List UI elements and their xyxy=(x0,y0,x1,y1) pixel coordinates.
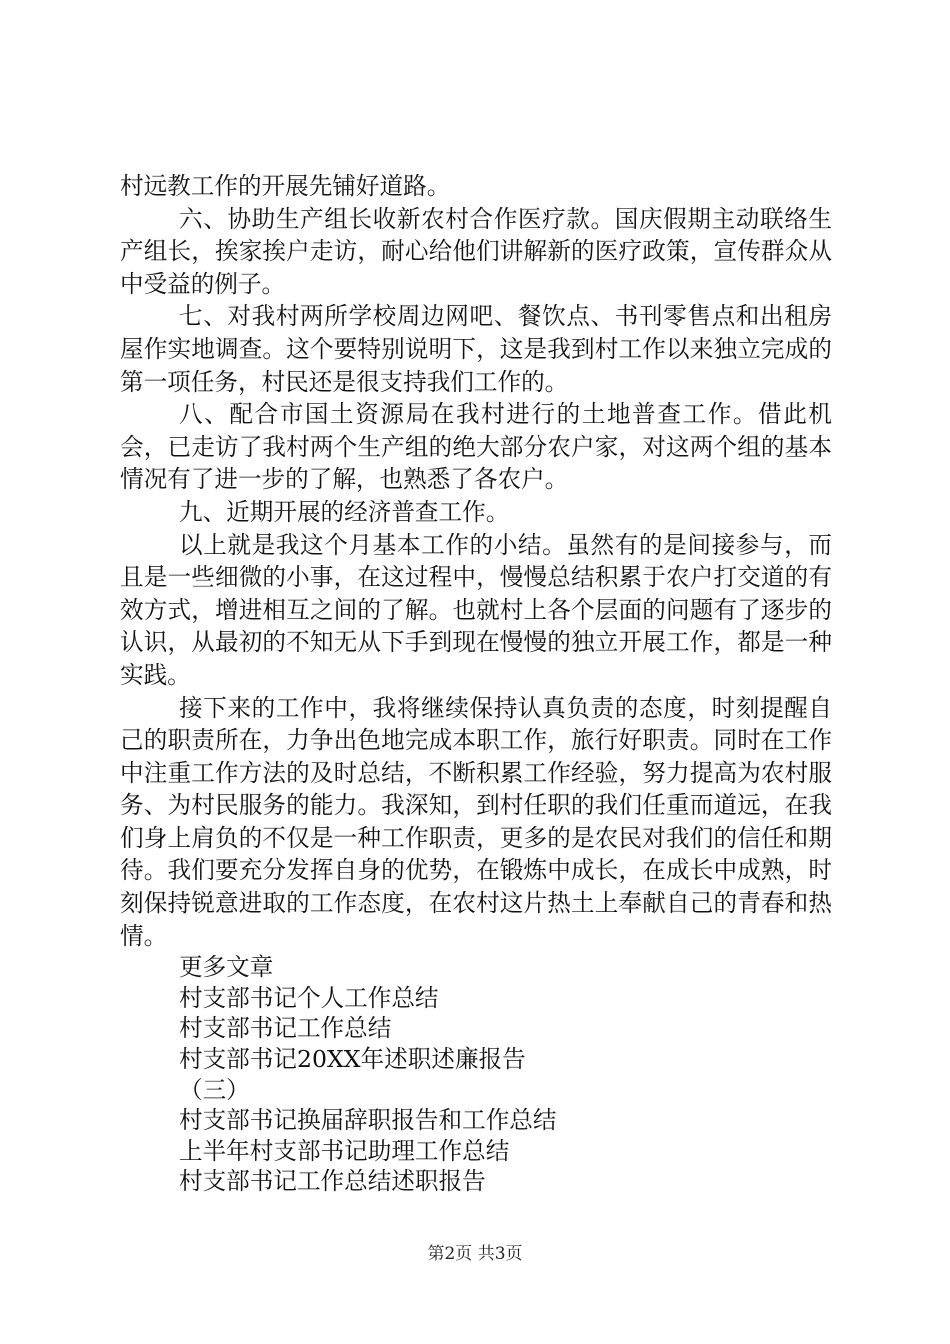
more-article-link[interactable]: （三） xyxy=(179,1075,250,1104)
paragraph-3: 八、配合市国土资源局在我村进行的土地普查工作。借此机会，已走访了我村两个生产组的绝大部分农户家，对这两个组的基本情况有了进一步的了解，也熟悉了各农户。 xyxy=(120,400,832,494)
paragraph-5: 以上就是我这个月基本工作的小结。虽然有的是间接参与，而且是一些细微的小事，在这过程中，慢慢总结积累于农户打交道的有效方式，增进相互之间的了解。也就村上各个层面的问题有了逐步的认识，从最初的不知无从下手到现在慢慢的独立开展工作，都是一种实践。 xyxy=(120,530,832,689)
more-article-link[interactable]: 村支部书记工作总结述职报告 xyxy=(179,1167,486,1196)
more-article-link[interactable]: 上半年村支部书记助理工作总结 xyxy=(179,1136,510,1165)
paragraph-1: 六、协助生产组长收新农村合作医疗款。国庆假期主动联络生产组长，挨家挨户走访，耐心给他们讲解新的医疗政策，宣传群众从中受益的例子。 xyxy=(120,204,832,298)
page-number-label: 第2页 共3页 xyxy=(427,1244,523,1264)
more-article-link[interactable]: 村支部书记个人工作总结 xyxy=(179,983,439,1012)
page-footer xyxy=(0,1243,950,1265)
document-body xyxy=(120,170,832,1197)
more-articles-section xyxy=(120,952,832,1197)
paragraph-2: 七、对我村两所学校周边网吧、餐饮点、书刊零售点和出租房屋作实地调查。这个要特别说明下，这是我到村工作以来独立完成的第一项任务，村民还是很支持我们工作的。 xyxy=(120,302,832,396)
more-article-link[interactable]: 村支部书记换届辞职报告和工作总结 xyxy=(179,1106,557,1135)
paragraph-0: 村远教工作的开展先铺好道路。 xyxy=(120,172,451,200)
more-articles-list xyxy=(120,983,832,1197)
paragraph-4: 九、近期开展的经济普查工作。 xyxy=(179,497,510,526)
more-article-link[interactable]: 村支部书记工作总结 xyxy=(179,1014,392,1043)
paragraph-6: 接下来的工作中，我将继续保持认真负责的态度，时刻提醒自己的职责所在，力争出色地完成本职工作，旅行好职责。同时在工作中注重工作方法的及时总结，不断积累工作经验，努力提高为农村服务、为村民服务的能力。我深知，到村任职的我们任重而道远，在我们身上肩负的不仅是一种工作职责，更多的是农民对我们的信任和期待。我们要充分发挥自身的优势，在锻炼中成长，在成长中成熟，时刻保持锐意进取的工作态度，在农村这片热土上奉献自己的青春和热情。 xyxy=(120,693,832,950)
more-articles-title: 更多文章 xyxy=(179,953,274,982)
more-article-link[interactable]: 村支部书记20XX年述职述廉报告 xyxy=(179,1045,526,1074)
